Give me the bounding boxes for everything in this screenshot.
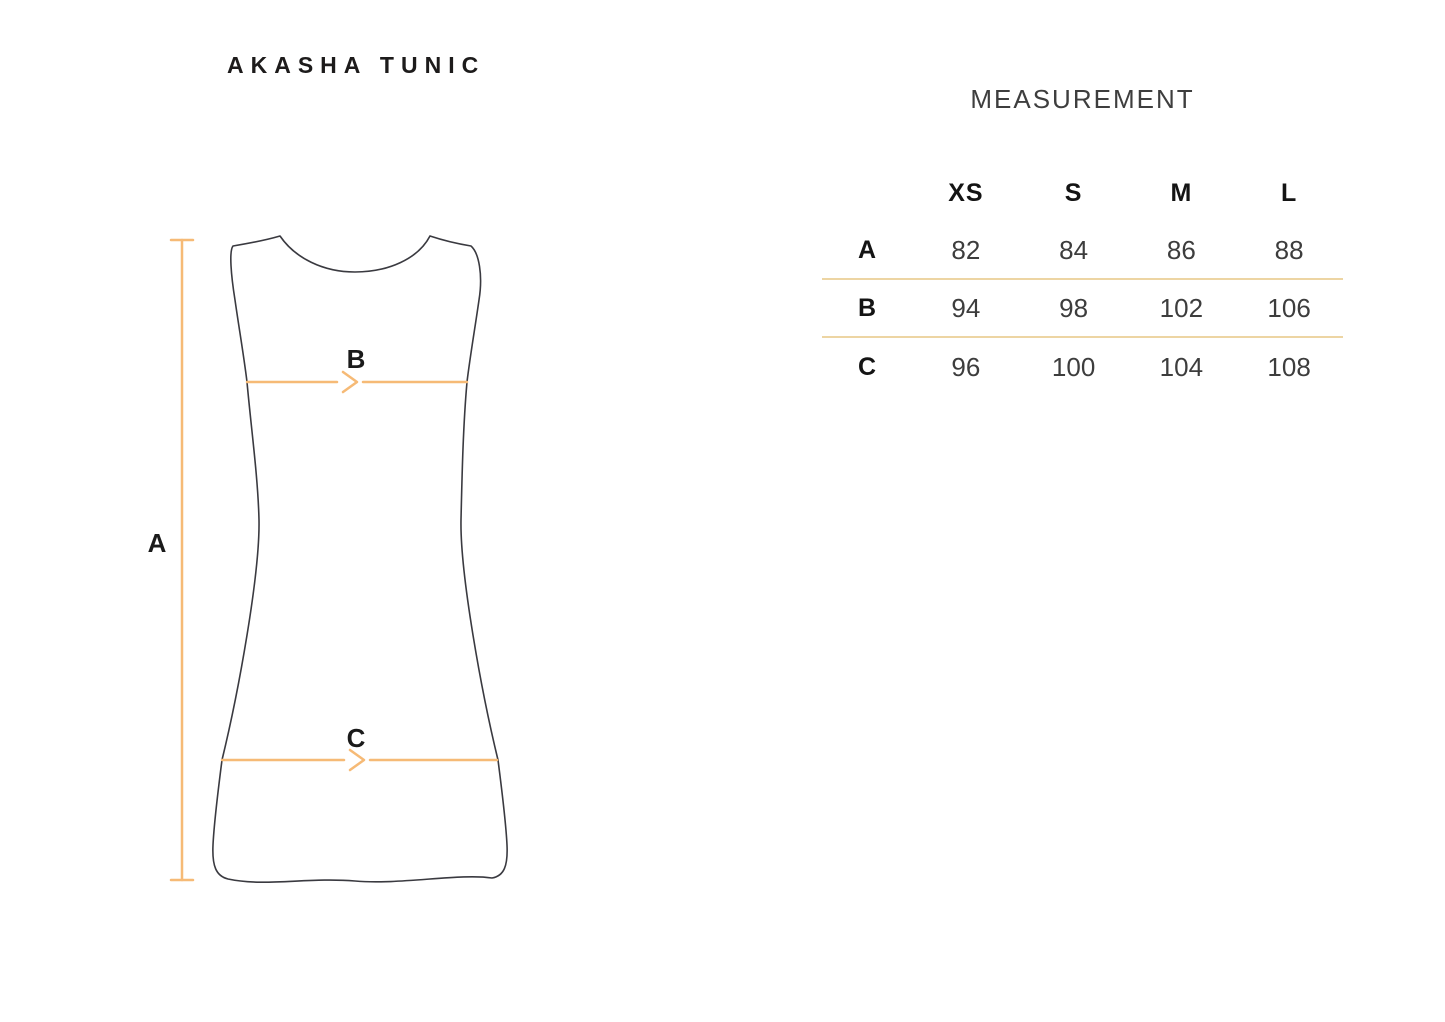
- table-row-c: [822, 338, 1343, 396]
- page-title: AKASHA TUNIC: [227, 52, 486, 78]
- value-c-s: 100: [1051, 351, 1096, 382]
- table-row-a: [822, 222, 1343, 280]
- column-header-xs: XS: [948, 178, 984, 207]
- value-c-xs: 96: [951, 351, 981, 382]
- hem-label: C: [346, 723, 366, 753]
- value-a-m: 86: [1166, 234, 1196, 265]
- row-label-c: C: [857, 352, 877, 381]
- measurement-table: [822, 164, 1343, 396]
- row-label-a: A: [857, 235, 877, 264]
- value-b-s: 98: [1059, 292, 1089, 323]
- value-b-l: 106: [1267, 292, 1311, 323]
- column-header-l: L: [1280, 178, 1298, 207]
- tunic-outline: [213, 236, 507, 882]
- value-c-m: 104: [1159, 351, 1204, 382]
- length-label: A: [147, 528, 167, 558]
- table-header-row: [822, 164, 1343, 222]
- value-b-xs: 94: [951, 292, 981, 323]
- value-a-l: 88: [1274, 234, 1304, 265]
- table-row-b: [822, 280, 1343, 338]
- value-b-m: 102: [1159, 292, 1204, 323]
- value-c-l: 108: [1267, 351, 1311, 382]
- column-header-m: M: [1170, 178, 1193, 207]
- value-a-xs: 82: [951, 234, 981, 265]
- bust-label: B: [346, 344, 366, 374]
- row-label-b: B: [857, 293, 877, 322]
- garment-diagram: [130, 225, 520, 895]
- value-a-s: 84: [1059, 234, 1089, 265]
- measurement-heading: MEASUREMENT: [970, 84, 1195, 114]
- length-measure-line: [171, 240, 193, 880]
- column-header-s: S: [1064, 178, 1083, 207]
